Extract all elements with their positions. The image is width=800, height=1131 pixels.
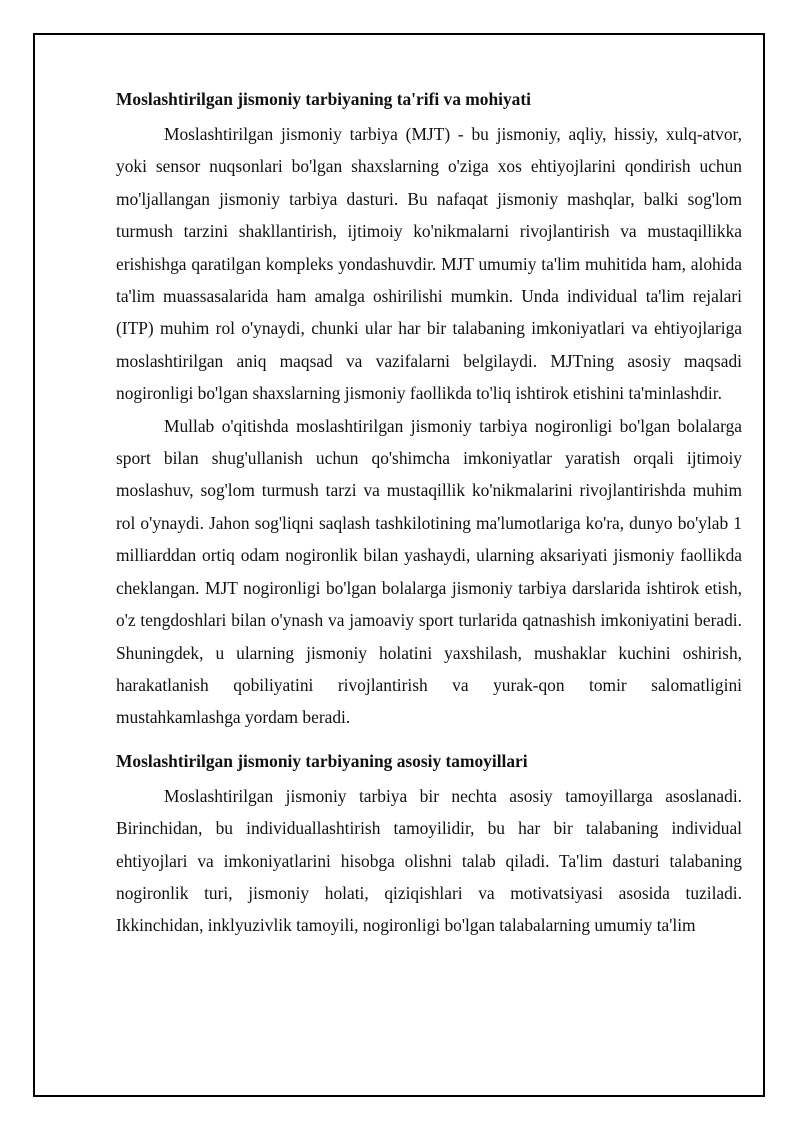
paragraph-principles: Moslashtirilgan jismoniy tarbiya bir nechta asosiy tamoyillarga asoslanadi. Birinchidan, bu individuallashtirish tamoyilidir, bu har bir talabaning individual ehtiyojlari va imkoniyatlarini hisobga olishni talab qiladi. Ta'lim dasturi talabaning nogironlik turi, jismoniy holati, qiziqishlari va motivatsiyasi asosida tuziladi. Ikkinchidan, inklyuzivlik tamoyili, nogironligi bo'lgan talabalarning umumiy ta'lim <box>116 785 742 936</box>
section-heading-definition: Moslashtirilgan jismoniy tarbiyaning ta'rifi va mohiyati <box>116 89 531 109</box>
paragraph-role: Mullab o'qitishda moslashtirilgan jismoniy tarbiya nogironligi bo'lgan bolalarga sport bilan shug'ullanish uchun qo'shimcha imkoniyatlar yaratish orqali ijtimoiy moslashuv, sog'lom turmush tarzi va mustaqillik ko'nikmalarini rivojlantirishda muhim rol o'ynaydi. Jahon sog'liqni saqlash tashkilotining ma'lumotlariga ko'ra, dunyo bo'ylab 1 milliarddan ortiq odam nogironlik bilan yashaydi, ularning aksariyati jismoniy faollikda cheklangan. MJT nogironligi bo'lgan bolalarga jismoniy tarbiya darslarida ishtirok etish, o'z tengdoshlari bilan o'ynash va jamoaviy sport turlarida qatnashish imkoniyatini beradi. Shuningdek, u ularning jismoniy holatini yaxshilash, mushaklar kuchini oshirish, harakatlanish qobiliyatini rivojlantirish va yurak-qon tomir salomatligini mustahkamlashga yordam beradi. <box>116 415 742 728</box>
document-body <box>116 86 742 942</box>
paragraph-definition: Moslashtirilgan jismoniy tarbiya (MJT) - bu jismoniy, aqliy, hissiy, xulq-atvor, yoki sensor nuqsonlari bo'lgan shaxslarning o'ziga xos ehtiyojlarini qondirish uchun mo'ljallangan jismoniy tarbiya dasturi. Bu nafaqat jismoniy mashqlar, balki sog'lom turmush tarzini shakllantirish, ijtimoiy ko'nikmalarni rivojlantirish va mustaqillikka erishishga qaratilgan kompleks yondashuvdir. MJT umumiy ta'lim muhitida ham, alohida ta'lim muassasalarida ham amalga oshirilishi mumkin. Unda individual ta'lim rejalari (ITP) muhim rol o'ynaydi, chunki ular har bir talabaning imkoniyatlari va ehtiyojlariga moslashtirilgan aniq maqsad va vazifalarni belgilaydi. MJTning asosiy maqsadi nogironligi bo'lgan shaxslarning jismoniy faollikda to'liq ishtirok etishini ta'minlashdir. <box>116 124 742 404</box>
section-heading-principles: Moslashtirilgan jismoniy tarbiyaning asosiy tamoyillari <box>116 750 528 771</box>
